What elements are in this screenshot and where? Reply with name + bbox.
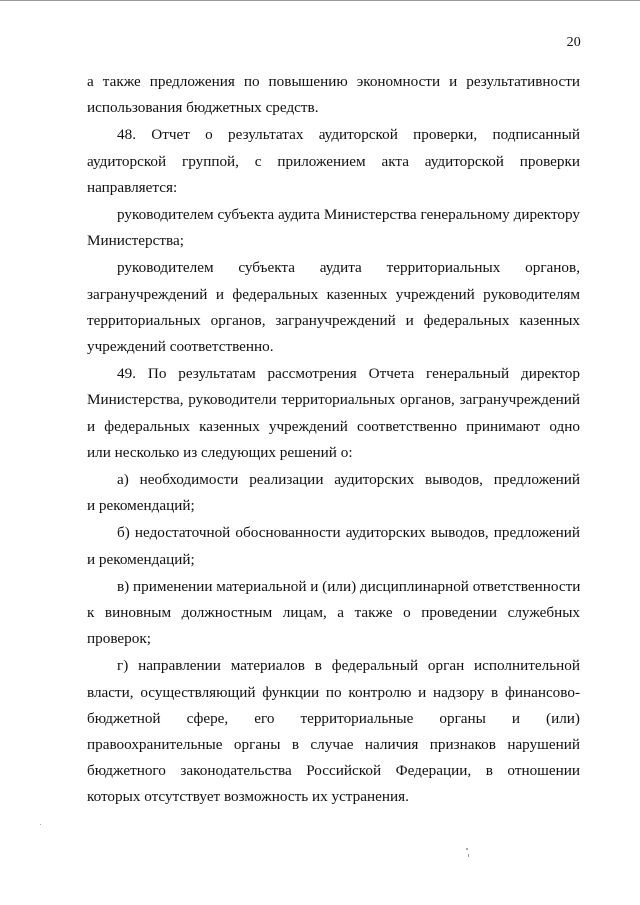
text-line: к виновным должностным лицам, а также о проведении служебных: [87, 604, 580, 622]
text-line: использования бюджетных средств.: [87, 99, 319, 117]
text-line: в) применении материальной и (или) дисциплинарной ответственности: [117, 577, 581, 595]
text-line: Министерства, руководители территориальных органов, загранучреждений: [87, 391, 580, 409]
text-line: бюджетной сфере, его территориальные органы и (или): [87, 709, 580, 727]
text-line: руководителем субъекта аудита территориальных органов,: [117, 259, 580, 277]
text-line: Министерства;: [87, 232, 184, 250]
text-line: которых отсутствует возможность их устранения.: [87, 788, 409, 806]
text-line: власти, осуществляющий функции по контролю и надзору в финансово-: [87, 683, 580, 701]
paragraph-p-cont: [87, 69, 580, 122]
paragraph-p-49-a: [87, 467, 580, 520]
text-line: проверок;: [87, 630, 151, 648]
scan-speck: [466, 848, 468, 850]
text-line: 49. По результатам рассмотрения Отчета генеральный директор: [117, 365, 580, 383]
text-line: и рекомендаций;: [87, 497, 195, 515]
text-line: и рекомендаций;: [87, 550, 195, 568]
text-line: загранучреждений и федеральных казенных учреждений руководителям: [87, 285, 580, 303]
page-number: 20: [566, 35, 581, 50]
text-line: г) направлении материалов в федеральный орган исполнительной: [117, 657, 580, 675]
text-line: б) недостаточной обоснованности аудиторских выводов, предложений: [117, 524, 580, 542]
scan-speck: [468, 854, 469, 857]
text-line: и федеральных казенных учреждений соответственно принимают одно: [87, 417, 580, 435]
text-line: а также предложения по повышению экономности и результативности: [87, 73, 580, 90]
paragraph-p-49-b: [87, 520, 580, 573]
text-line: бюджетного законодательства Российской Федерации, в отношении: [87, 762, 580, 780]
text-line: направляется:: [87, 178, 178, 196]
paragraph-p-49-v: [87, 574, 580, 654]
text-line: аудиторской группой, с приложением акта аудиторской проверки: [87, 152, 580, 170]
text-line: 48. Отчет о результатах аудиторской проверки, подписанный: [117, 126, 580, 144]
paragraph-p-48-1: [87, 202, 580, 255]
scan-speck: [40, 824, 41, 825]
paragraph-p-49: [87, 361, 580, 467]
text-line: а) необходимости реализации аудиторских выводов, предложений: [117, 471, 580, 489]
paragraph-p-49-g: [87, 653, 580, 811]
text-line: правоохранительные органы в случае наличия признаков нарушений: [87, 736, 580, 754]
text-line: или несколько из следующих решений о:: [87, 443, 353, 461]
paragraph-p-48-2: [87, 255, 580, 361]
paragraph-p-48: [87, 122, 580, 202]
text-line: территориальных органов, загранучреждений и федеральных казенных: [87, 311, 580, 329]
text-line: руководителем субъекта аудита Министерства генеральному директору: [117, 206, 580, 224]
document-body: [87, 69, 580, 812]
text-line: учреждений соответственно.: [87, 338, 274, 356]
